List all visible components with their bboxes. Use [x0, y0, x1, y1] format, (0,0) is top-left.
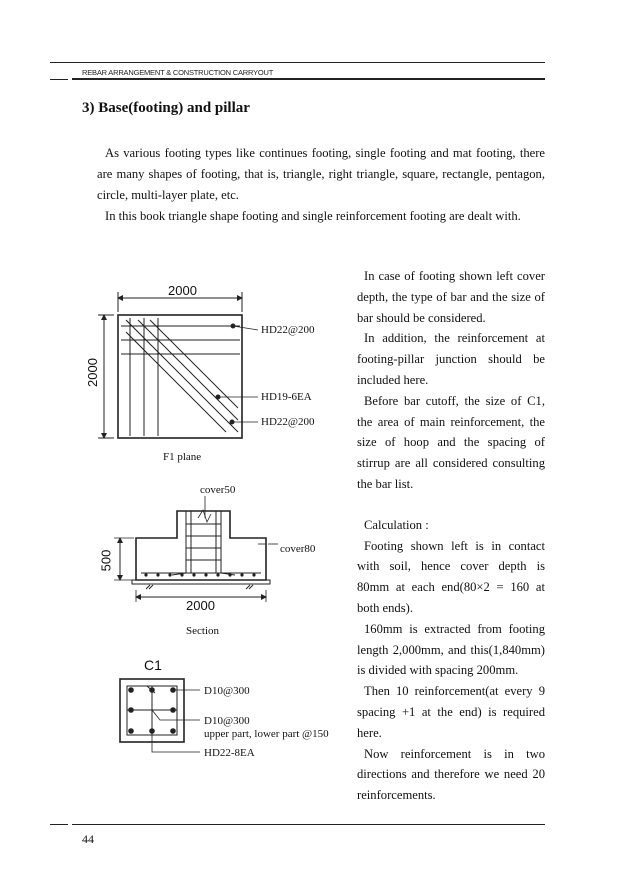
- plan-diagonal-bar: [126, 332, 226, 432]
- section-view: [114, 496, 278, 602]
- running-title: REBAR ARRANGEMENT & CONSTRUCTION CARRYOUT: [82, 68, 274, 77]
- calculation-heading: Calculation :: [364, 517, 429, 532]
- plan-caption: F1 plane: [163, 451, 202, 463]
- plan-leader: [233, 326, 258, 330]
- column-c1-view: [120, 679, 200, 752]
- footer-rule-short: [50, 824, 68, 825]
- right-paragraph-2: In addition, the reinforcement at footing-pillar junction should be included here.: [357, 331, 545, 387]
- footer-rule: [72, 824, 545, 825]
- right-paragraph-3: Before bar cutoff, the size of C1, the area of main reinforcement, the size of hoop and the spacing of stirrup are all considered consulting the bar list.: [357, 393, 545, 491]
- column-label-d10-tie: D10@300: [204, 715, 250, 727]
- section-title: 3) Base(footing) and pillar: [82, 100, 250, 116]
- section-dim-width-label: 2000: [186, 598, 215, 613]
- intro-paragraph-1: As various footing types like continues footing, single footing and mat footing, there are many shapes of footing, that is, triangle, right triangle, square, rectangle, pentagon, circle, multi-layer plate, etc.: [97, 146, 545, 202]
- right-paragraph-6: 160mm is extracted from footing length 2,000mm, and this(1,840mm) is divided with spacing 200mm.: [357, 621, 545, 678]
- intro-paragraph-2: In this book triangle shape footing and single reinforcement footing are dealt with.: [105, 209, 521, 223]
- plan-dim-left: 2000: [84, 358, 100, 387]
- plan-footing-outline: [118, 315, 242, 438]
- plan-diagonal-bar: [150, 320, 238, 408]
- right-column-text: [357, 266, 545, 806]
- column-leader: [152, 710, 200, 720]
- plan-label-hd22-bottom: HD22@200: [261, 416, 315, 428]
- plan-label-hd19: HD19-6EA: [261, 391, 312, 403]
- plan-diagonal-bar: [126, 320, 238, 432]
- column-label-d10-note: upper part, lower part @150: [204, 728, 329, 740]
- section-caption: Section: [186, 625, 219, 637]
- page-number: 44: [82, 832, 94, 846]
- section-cover-side: cover80: [280, 543, 316, 555]
- plan-dim-top: 2000: [168, 283, 197, 298]
- column-label-hd22: HD22-8EA: [204, 747, 255, 759]
- plan-diagonal-bar: [138, 320, 238, 420]
- plan-view: [98, 292, 258, 438]
- right-paragraph-7: Then 10 reinforcement(at every 9 spacing +1 at the end) is required here.: [357, 684, 545, 740]
- column-name: C1: [144, 657, 162, 673]
- column-label-d10-hoop: D10@300: [204, 685, 250, 697]
- section-dim-height-label: 500: [98, 549, 114, 572]
- right-paragraph-8: Now reinforcement is in two directions and therefore we need 20 reinforcements.: [357, 746, 545, 803]
- section-cover-top: cover50: [200, 484, 236, 496]
- right-paragraph-1: In case of footing shown left cover depth, the type of bar and the size of bar should be considered.: [357, 269, 545, 325]
- section-footing-outline: [136, 511, 266, 580]
- right-paragraph-5: Footing shown left is in contact with soil, hence cover depth is 80mm at each end(80×2 = 160 at both ends).: [357, 538, 545, 615]
- section-bar-dots: [144, 573, 255, 576]
- plan-label-hd22-top: HD22@200: [261, 324, 315, 336]
